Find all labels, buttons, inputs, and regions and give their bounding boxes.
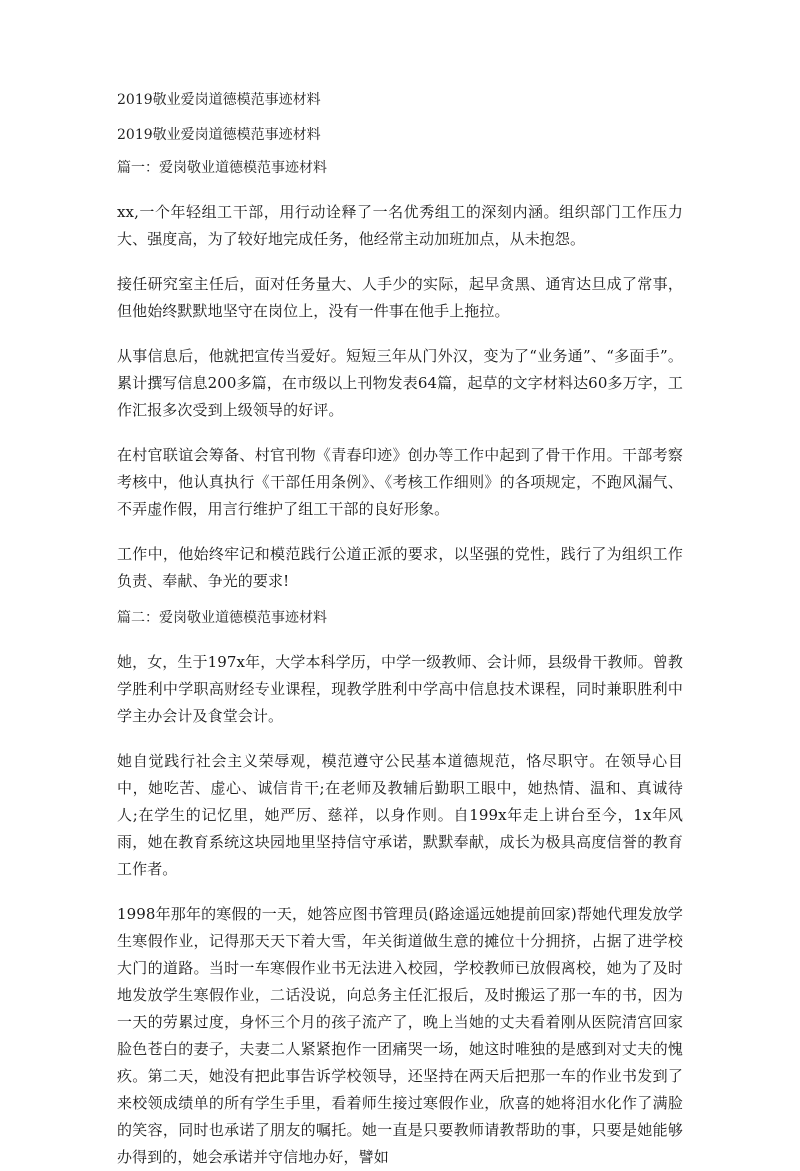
section-1-paragraph-1: xx,一个年轻组工干部，用行动诠释了一名优秀组工的深刻内涵。组织部门工作压力大、强度高，为了较好地完成任务，他经常主动加班加点，从未抱怨。 (117, 203, 683, 248)
section-2-paragraph-1: 她，女，生于197x年，大学本科学历，中学一级教师、会计师，县级骨干教师。曾教学胜利中学职高财经专业课程，现教学胜利中学高中信息技术课程，同时兼职胜利中学主办会计及食堂会计。 (117, 653, 683, 725)
section-1-paragraph-3: 从事信息后，他就把宣传当爱好。短短三年从门外汉，变为了“业务通”、“多面手”。累计撰写信息200多篇，在市级以上刊物发表64篇，起草的文字材料达60多万字，工作汇报多次受到上级领导的好评。 (117, 347, 683, 419)
section-2-paragraph-2: 她自觉践行社会主义荣辱观，模范遵守公民基本道德规范，恪尽职守。在领导心目中，她吃苦、虚心、诚信肯干;在老师及教辅后勤职工眼中，她热情、温和、真诚待人;在学生的记忆里，她严厉、慈祥，以身作则。自199x年走上讲台至今，1x年风雨，她在教育系统这块园地里坚持信守承诺，默默奉献，成长为极具高度信誉的教育工作者。 (117, 752, 683, 878)
document-page (117, 90, 683, 1171)
document-title: 2019敬业爱岗道德模范事迹材料 (117, 92, 321, 108)
document-subtitle: 2019敬业爱岗道德模范事迹材料 (117, 127, 321, 143)
section-1-paragraph-5: 工作中，他始终牢记和模范践行公道正派的要求，以坚强的党性，践行了为组织工作负责、奉献、争光的要求! (117, 545, 683, 590)
section-1-heading: 篇一：爱岗敬业道德模范事迹材料 (117, 160, 327, 176)
section-2-paragraph-3: 1998年那年的寒假的一天，她答应图书管理员(路途遥远她提前回家)帮她代理发放学生寒假作业，记得那天天下着大雪，年关街道做生意的摊位十分拥挤，占据了进学校大门的道路。当时一车寒假作业书无法进入校园，学校教师已放假离校，她为了及时地发放学生寒假作业，二话没说，向总务主任汇报后，及时搬运了那一车的书，因为一天的劳累过度，身怀三个月的孩子流产了，晚上当她的丈夫看着刚从医院清宫回家脸色苍白的妻子，夫妻二人紧紧抱作一团痛哭一场，她这时唯独的是感到对丈夫的愧疚。第二天，她没有把此事告诉学校领导，还坚持在两天后把那一车的作业书发到了来校领成绩单的所有学生手里，看着师生接过寒假作业，欣喜的她将泪水化作了满脸的笑容，同时也承诺了朋友的嘱托。她一直是只要教师请教帮助的事，只要是她能够办得到的，她会承诺并守信地办好，譬如 (117, 905, 683, 1166)
section-2-heading: 篇二：爱岗敬业道德模范事迹材料 (117, 610, 327, 626)
section-1-paragraph-4: 在村官联谊会筹备、村官刊物《青春印迹》创办等工作中起到了骨干作用。干部考察考核中，他认真执行《干部任用条例》、《考核工作细则》的各项规定，不跑风漏气、不弄虚作假，用言行维护了组工干部的良好形象。 (117, 446, 683, 518)
section-1-paragraph-2: 接任研究室主任后，面对任务量大、人手少的实际，起早贪黑、通宵达旦成了常事，但他始终默默地坚守在岗位上，没有一件事在他手上拖拉。 (117, 275, 683, 320)
